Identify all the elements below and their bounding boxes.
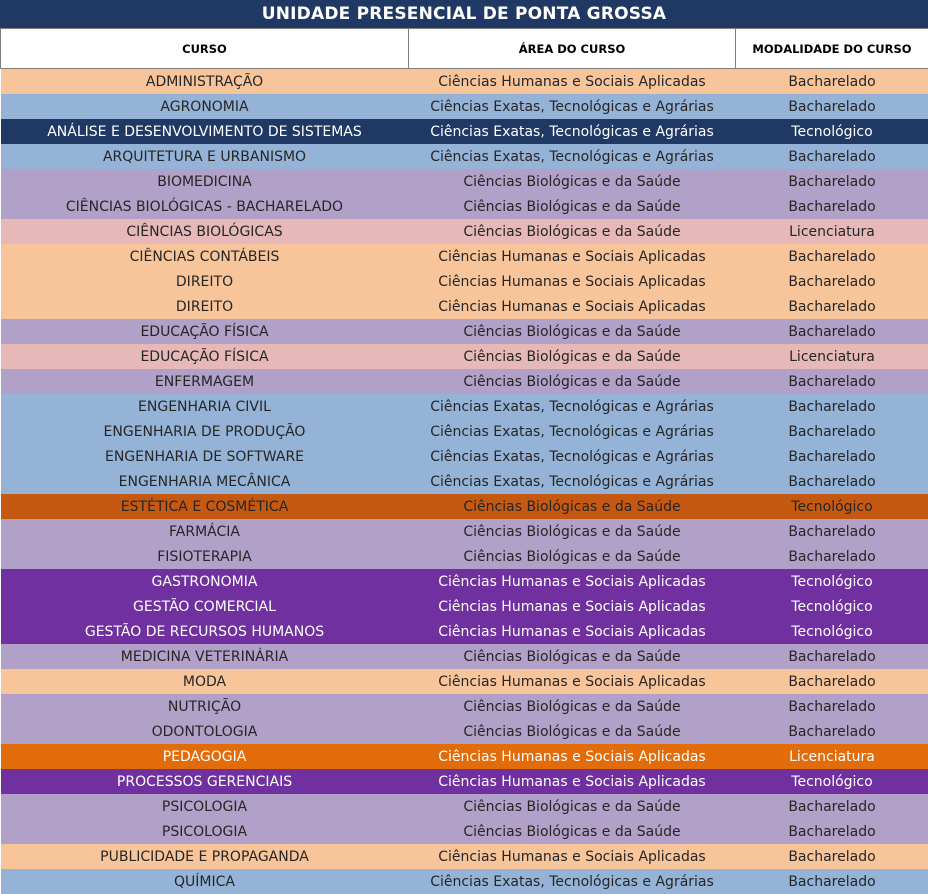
table-row — [1, 419, 928, 444]
table-row — [1, 844, 928, 869]
cell-curso: MEDICINA VETERINÁRIA — [1, 644, 409, 669]
cell-area: Ciências Exatas, Tecnológicas e Agrárias — [409, 419, 736, 444]
cell-curso: DIREITO — [1, 269, 409, 294]
cell-modalidade: Bacharelado — [736, 244, 928, 269]
page-title: UNIDADE PRESENCIAL DE PONTA GROSSA — [0, 0, 928, 28]
cell-modalidade: Tecnológico — [736, 569, 928, 594]
cell-area: Ciências Humanas e Sociais Aplicadas — [409, 769, 736, 794]
cell-area: Ciências Exatas, Tecnológicas e Agrárias — [409, 869, 736, 894]
cell-curso: PEDAGOGIA — [1, 744, 409, 769]
cell-modalidade: Bacharelado — [736, 269, 928, 294]
cell-curso: FARMÁCIA — [1, 519, 409, 544]
cell-curso: FISIOTERAPIA — [1, 544, 409, 569]
cell-area: Ciências Humanas e Sociais Aplicadas — [409, 594, 736, 619]
cell-modalidade: Bacharelado — [736, 94, 928, 119]
cell-curso: PSICOLOGIA — [1, 794, 409, 819]
cell-curso: GASTRONOMIA — [1, 569, 409, 594]
cell-modalidade: Tecnológico — [736, 594, 928, 619]
table-row — [1, 694, 928, 719]
table-row — [1, 169, 928, 194]
cell-area: Ciências Biológicas e da Saúde — [409, 794, 736, 819]
cell-curso: CIÊNCIAS BIOLÓGICAS — [1, 219, 409, 244]
table-row — [1, 669, 928, 694]
table-row — [1, 794, 928, 819]
cell-area: Ciências Humanas e Sociais Aplicadas — [409, 669, 736, 694]
cell-modalidade: Bacharelado — [736, 369, 928, 394]
table-row — [1, 369, 928, 394]
cell-area: Ciências Biológicas e da Saúde — [409, 819, 736, 844]
cell-curso: ENGENHARIA DE PRODUÇÃO — [1, 419, 409, 444]
cell-area: Ciências Biológicas e da Saúde — [409, 169, 736, 194]
table-row — [1, 344, 928, 369]
cell-modalidade: Bacharelado — [736, 869, 928, 894]
cell-modalidade: Bacharelado — [736, 444, 928, 469]
table-row — [1, 644, 928, 669]
table-row — [1, 244, 928, 269]
cell-curso: BIOMEDICINA — [1, 169, 409, 194]
cell-curso: ENGENHARIA MECÂNICA — [1, 469, 409, 494]
cell-curso: PUBLICIDADE E PROPAGANDA — [1, 844, 409, 869]
cell-modalidade: Bacharelado — [736, 144, 928, 169]
table-header — [1, 29, 928, 69]
cell-curso: MODA — [1, 669, 409, 694]
table-row — [1, 269, 928, 294]
table-row — [1, 319, 928, 344]
cell-curso: ODONTOLOGIA — [1, 719, 409, 744]
cell-modalidade: Bacharelado — [736, 794, 928, 819]
table-row — [1, 69, 928, 95]
table-row — [1, 594, 928, 619]
cell-modalidade: Bacharelado — [736, 844, 928, 869]
cell-curso: GESTÃO DE RECURSOS HUMANOS — [1, 619, 409, 644]
cell-area: Ciências Humanas e Sociais Aplicadas — [409, 744, 736, 769]
cell-modalidade: Bacharelado — [736, 644, 928, 669]
cell-modalidade: Bacharelado — [736, 194, 928, 219]
cell-curso: CIÊNCIAS BIOLÓGICAS - BACHARELADO — [1, 194, 409, 219]
cell-area: Ciências Biológicas e da Saúde — [409, 319, 736, 344]
cell-curso: PSICOLOGIA — [1, 819, 409, 844]
cell-curso: ANÁLISE E DESENVOLVIMENTO DE SISTEMAS — [1, 119, 409, 144]
cell-modalidade: Bacharelado — [736, 419, 928, 444]
table-row — [1, 444, 928, 469]
table-row — [1, 469, 928, 494]
cell-modalidade: Bacharelado — [736, 544, 928, 569]
table-row — [1, 744, 928, 769]
cell-curso: ENGENHARIA DE SOFTWARE — [1, 444, 409, 469]
table-row — [1, 869, 928, 894]
table-row — [1, 219, 928, 244]
cell-area: Ciências Humanas e Sociais Aplicadas — [409, 569, 736, 594]
table-row — [1, 569, 928, 594]
table-row — [1, 494, 928, 519]
cell-area: Ciências Humanas e Sociais Aplicadas — [409, 69, 736, 95]
cell-area: Ciências Exatas, Tecnológicas e Agrárias — [409, 94, 736, 119]
cell-modalidade: Tecnológico — [736, 619, 928, 644]
cell-modalidade: Bacharelado — [736, 469, 928, 494]
cell-area: Ciências Exatas, Tecnológicas e Agrárias — [409, 119, 736, 144]
cell-modalidade: Licenciatura — [736, 219, 928, 244]
cell-curso: GESTÃO COMERCIAL — [1, 594, 409, 619]
cell-area: Ciências Biológicas e da Saúde — [409, 544, 736, 569]
cell-area: Ciências Exatas, Tecnológicas e Agrárias — [409, 469, 736, 494]
table-row — [1, 144, 928, 169]
cell-area: Ciências Biológicas e da Saúde — [409, 194, 736, 219]
cell-modalidade: Bacharelado — [736, 719, 928, 744]
cell-curso: ENFERMAGEM — [1, 369, 409, 394]
cell-area: Ciências Biológicas e da Saúde — [409, 519, 736, 544]
cell-area: Ciências Humanas e Sociais Aplicadas — [409, 244, 736, 269]
table-row — [1, 619, 928, 644]
table-body — [1, 69, 928, 894]
cell-curso: ARQUITETURA E URBANISMO — [1, 144, 409, 169]
cell-curso: ADMINISTRAÇÃO — [1, 69, 409, 95]
table-row — [1, 294, 928, 319]
cell-area: Ciências Exatas, Tecnológicas e Agrárias — [409, 144, 736, 169]
cell-modalidade: Bacharelado — [736, 694, 928, 719]
table-row — [1, 719, 928, 744]
cell-curso: ENGENHARIA CIVIL — [1, 394, 409, 419]
cell-modalidade: Tecnológico — [736, 119, 928, 144]
cell-curso: AGRONOMIA — [1, 94, 409, 119]
cell-modalidade: Bacharelado — [736, 669, 928, 694]
header-area: ÁREA DO CURSO — [409, 29, 736, 69]
table-row — [1, 94, 928, 119]
cell-modalidade: Bacharelado — [736, 819, 928, 844]
cell-area: Ciências Biológicas e da Saúde — [409, 494, 736, 519]
header-row — [1, 29, 928, 69]
cell-area: Ciências Biológicas e da Saúde — [409, 644, 736, 669]
cell-modalidade: Licenciatura — [736, 744, 928, 769]
cell-curso: ESTÉTICA E COSMÉTICA — [1, 494, 409, 519]
cell-area: Ciências Exatas, Tecnológicas e Agrárias — [409, 444, 736, 469]
header-curso: CURSO — [1, 29, 409, 69]
table-row — [1, 544, 928, 569]
table-row — [1, 394, 928, 419]
cell-area: Ciências Biológicas e da Saúde — [409, 719, 736, 744]
cell-modalidade: Bacharelado — [736, 519, 928, 544]
cell-area: Ciências Exatas, Tecnológicas e Agrárias — [409, 394, 736, 419]
cell-curso: CIÊNCIAS CONTÁBEIS — [1, 244, 409, 269]
cell-modalidade: Tecnológico — [736, 494, 928, 519]
cell-curso: EDUCAÇÃO FÍSICA — [1, 344, 409, 369]
cell-curso: EDUCAÇÃO FÍSICA — [1, 319, 409, 344]
table-row — [1, 519, 928, 544]
cell-curso: DIREITO — [1, 294, 409, 319]
cell-curso: QUÍMICA — [1, 869, 409, 894]
cell-area: Ciências Biológicas e da Saúde — [409, 219, 736, 244]
cell-area: Ciências Biológicas e da Saúde — [409, 344, 736, 369]
table-row — [1, 194, 928, 219]
table-row — [1, 119, 928, 144]
cell-modalidade: Tecnológico — [736, 769, 928, 794]
header-modalidade: MODALIDADE DO CURSO — [736, 29, 928, 69]
cell-area: Ciências Biológicas e da Saúde — [409, 369, 736, 394]
cell-modalidade: Bacharelado — [736, 319, 928, 344]
cell-area: Ciências Humanas e Sociais Aplicadas — [409, 619, 736, 644]
cell-curso: NUTRIÇÃO — [1, 694, 409, 719]
cell-modalidade: Bacharelado — [736, 169, 928, 194]
cell-area: Ciências Humanas e Sociais Aplicadas — [409, 269, 736, 294]
cell-area: Ciências Humanas e Sociais Aplicadas — [409, 294, 736, 319]
cell-modalidade: Bacharelado — [736, 294, 928, 319]
cell-modalidade: Bacharelado — [736, 69, 928, 95]
cell-modalidade: Licenciatura — [736, 344, 928, 369]
table-row — [1, 819, 928, 844]
cell-area: Ciências Humanas e Sociais Aplicadas — [409, 844, 736, 869]
cell-area: Ciências Biológicas e da Saúde — [409, 694, 736, 719]
cell-modalidade: Bacharelado — [736, 394, 928, 419]
cell-curso: PROCESSOS GERENCIAIS — [1, 769, 409, 794]
table-row — [1, 769, 928, 794]
course-table — [0, 28, 928, 894]
